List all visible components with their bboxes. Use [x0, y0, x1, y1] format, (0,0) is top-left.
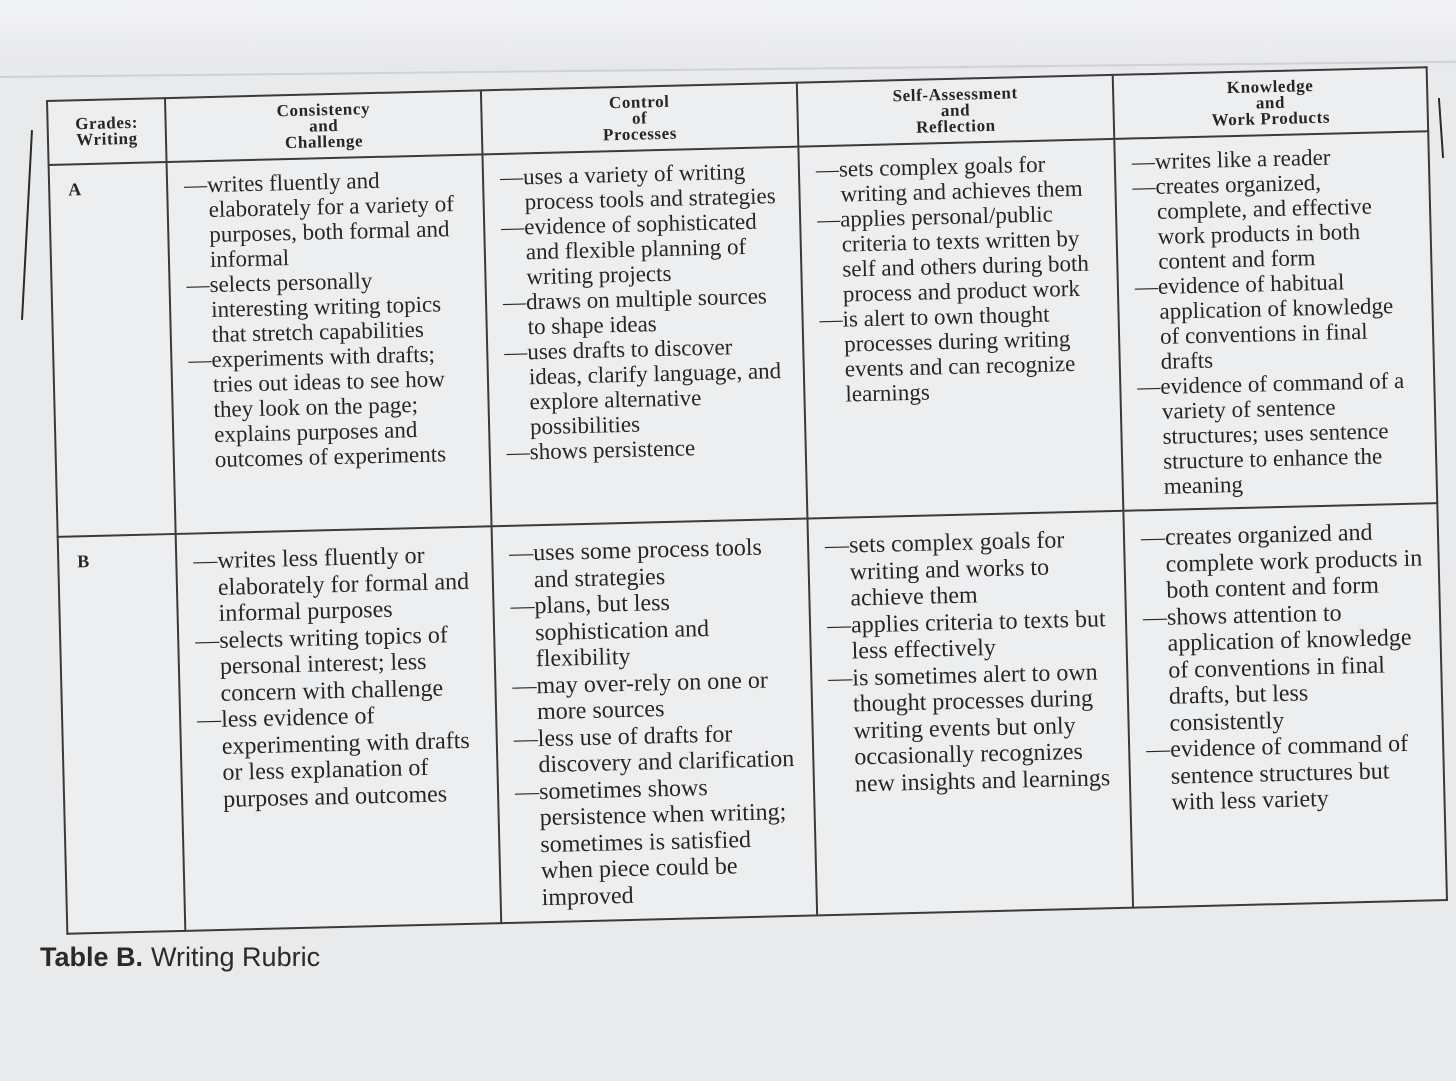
criterion-item: —experiments with drafts; tries out ideas to see how they look on the page; explains purposes and outcomes of experiments — [188, 341, 447, 472]
criterion-item: —sometimes shows persistence when writing; sometimes is satisfied when piece could be improved — [514, 774, 787, 911]
writing-rubric-table — [46, 66, 1448, 935]
criterion-item: —evidence of sophisticated and flexible planning of writing projects — [500, 208, 757, 290]
grade-row-a — [49, 131, 1438, 537]
rubric-table-container — [46, 66, 1446, 934]
caption-title: Writing Rubric — [151, 942, 321, 972]
criterion-item: —sets complex goals for writing and works to achieve them — [824, 527, 1065, 612]
criterion-item: —writes like a reader — [1131, 144, 1331, 175]
criterion-item: —draws on multiple sources to shape ideas — [502, 283, 768, 340]
column-header-line: Work Products — [1211, 107, 1331, 130]
criteria-list — [493, 520, 817, 923]
criterion-item: —creates organized, complete, and effective work products in both content and form — [1132, 169, 1373, 274]
criterion-item: —uses some process tools and strategies — [508, 534, 763, 593]
criterion-item: —creates organized and complete work products in both content and form — [1140, 519, 1423, 604]
margin-mark — [1438, 98, 1444, 158]
criterion-item: —evidence of command of sentence structures but with less variety — [1145, 730, 1409, 816]
criterion-item: —evidence of habitual application of knowledge of conventions in final drafts — [1134, 269, 1394, 374]
criterion-item: —selects personally interesting writing topics that stretch capabilities — [186, 268, 442, 348]
column-header-line: and — [940, 100, 971, 121]
column-header-knowledge — [1113, 67, 1428, 139]
criterion-item: —less use of drafts for discovery and clarification — [513, 720, 795, 779]
criteria-cell-knowledge — [1114, 131, 1437, 511]
criterion-item: —shows persistence — [506, 435, 696, 465]
criterion-item: —is sometimes alert to own thought processes during writing events but only occasionally recognizes new insights and learnings — [828, 658, 1111, 797]
criterion-item: —selects writing topics of personal interest; less concern with challenge — [194, 621, 449, 707]
criteria-list — [1115, 132, 1436, 510]
column-header-line: Consistency — [276, 99, 371, 121]
criterion-item: —plans, but less sophistication and flexibility — [510, 589, 710, 673]
column-header-line: and — [1255, 92, 1286, 113]
criteria-list — [177, 527, 498, 824]
page-top-background — [0, 0, 1456, 70]
criteria-list — [808, 512, 1129, 809]
criterion-item: —may over-rely on one or more sources — [512, 667, 769, 726]
criterion-item: —is alert to own thought processes during writing events and can recognize learnings — [819, 301, 1076, 407]
criterion-item: —less evidence of experimenting with drafts or less explanation of purposes and outcomes — [196, 703, 471, 813]
grade-label: A — [49, 162, 176, 537]
criteria-list — [799, 140, 1120, 418]
criteria-cell-control — [482, 147, 807, 527]
column-header-consistency — [165, 90, 482, 162]
column-header-line: of — [631, 108, 648, 128]
criteria-cell-knowledge — [1123, 503, 1447, 908]
column-header-control — [481, 83, 798, 155]
table-caption — [40, 942, 320, 973]
criteria-cell-self-assessment — [807, 511, 1133, 916]
criteria-cell-self-assessment — [798, 139, 1123, 519]
corner-header-line: Writing — [75, 128, 138, 150]
grade-row-b — [58, 503, 1447, 934]
criterion-item: —applies criteria to texts but less effectively — [826, 605, 1106, 665]
corner-header — [47, 98, 167, 165]
criterion-item: —sets complex goals for writing and achieves them — [815, 151, 1083, 207]
grade-label: B — [58, 534, 186, 934]
column-header-line: and — [308, 115, 339, 136]
criterion-item: —applies personal/public criteria to texts written by self and others during both process and product work — [816, 201, 1090, 307]
column-header-line: Control — [608, 91, 670, 113]
criteria-list — [168, 155, 490, 483]
criteria-list — [483, 148, 805, 476]
caption-label: Table B. — [40, 942, 144, 972]
column-header-line: Self-Assessment — [892, 83, 1018, 106]
criteria-cell-control — [492, 519, 818, 924]
criterion-item: —uses drafts to discover ideas, clarify language, and explore alternative possibilities — [503, 334, 782, 440]
criterion-item: —uses a variety of writing process tools and strategies — [499, 158, 776, 215]
column-header-line: Reflection — [915, 115, 996, 137]
criterion-item: —writes less fluently or elaborately for formal and informal purposes — [193, 542, 470, 627]
criterion-item: —evidence of command of a variety of sentence structures; uses sentence structure to enhance the meaning — [1137, 367, 1405, 499]
corner-header-line: Grades: — [74, 112, 139, 134]
criteria-list — [1124, 504, 1444, 827]
column-header-line: Knowledge — [1226, 76, 1314, 98]
column-header-self-assessment — [797, 75, 1114, 147]
criterion-item: —writes fluently and elaborately for a variety of purposes, both formal and informal — [183, 167, 455, 273]
margin-mark — [21, 130, 33, 320]
criterion-item: —shows attention to application of knowledge of conventions in final drafts, but less consistently — [1142, 600, 1412, 737]
column-header-line: Challenge — [284, 131, 364, 153]
criteria-cell-consistency — [167, 154, 492, 534]
criteria-cell-consistency — [176, 526, 502, 931]
column-header-line: Processes — [602, 123, 678, 145]
